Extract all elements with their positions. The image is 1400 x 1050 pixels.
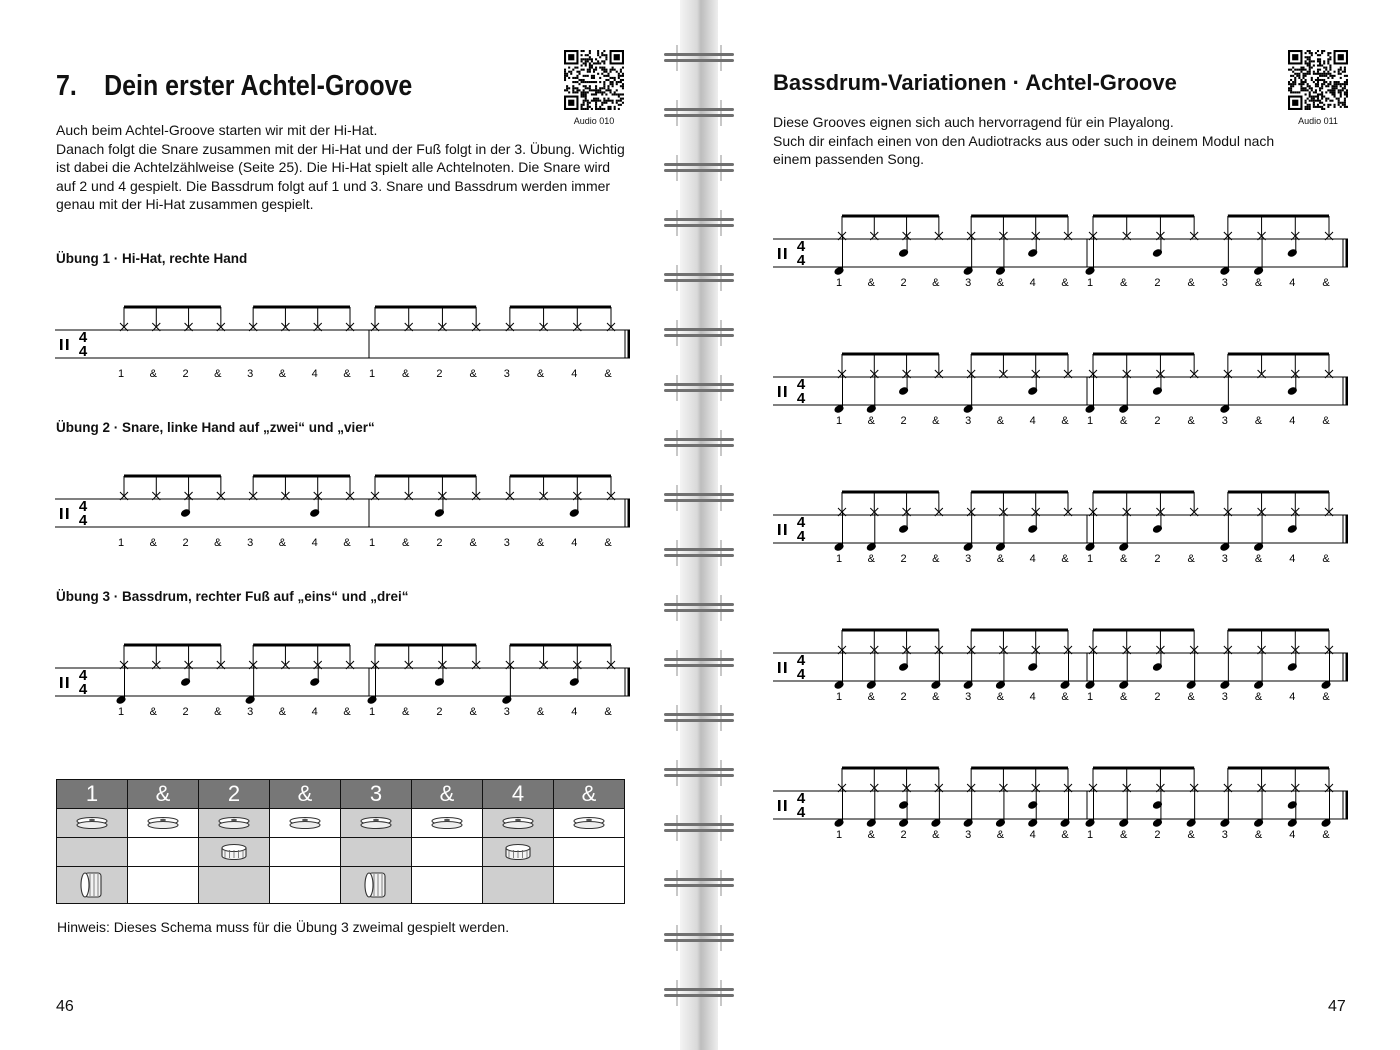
count-label: & xyxy=(1120,691,1128,703)
count-label: 4 xyxy=(1029,277,1036,289)
count-label: 2 xyxy=(182,537,189,549)
percussion-clef-icon xyxy=(784,248,787,259)
count-header-cell: 3 xyxy=(341,780,412,809)
count-cell xyxy=(128,809,199,838)
count-label: & xyxy=(278,368,287,380)
time-signature-bottom: 4 xyxy=(78,343,88,360)
count-label: 3 xyxy=(965,691,972,703)
section-title: Bassdrum-Variationen · Achtel-Groove xyxy=(773,70,1177,95)
count-label: 4 xyxy=(571,368,578,380)
count-label: 1 xyxy=(1086,277,1094,289)
qr-code-icon[interactable] xyxy=(1288,50,1348,110)
count-label: & xyxy=(149,706,157,718)
final-bar-line xyxy=(1346,515,1349,543)
count-label: & xyxy=(1322,829,1330,841)
count-label: & xyxy=(149,537,157,549)
count-label: & xyxy=(1061,277,1069,289)
count-label: 1 xyxy=(835,829,843,841)
snare-note xyxy=(180,677,192,687)
hihat-icon xyxy=(571,815,607,831)
count-label: & xyxy=(932,691,940,703)
hihat-icon xyxy=(429,815,465,831)
count-label: & xyxy=(1254,829,1263,841)
count-cell xyxy=(412,838,483,867)
hint-text: Hinweis: Dieses Schema muss für die Übung 3 zweimal gespielt werden. xyxy=(57,919,510,935)
count-cell xyxy=(483,838,554,867)
count-label: & xyxy=(469,537,477,549)
time-signature-top: 4 xyxy=(78,498,88,515)
final-bar-line xyxy=(628,330,631,358)
snare-note xyxy=(898,386,910,396)
count-label: 3 xyxy=(1221,415,1228,427)
count-table xyxy=(56,779,625,904)
count-label: 3 xyxy=(247,706,254,718)
count-label: 4 xyxy=(1289,829,1296,841)
qr-caption: Audio 010 xyxy=(573,116,615,126)
drum-staff-exercise-1 xyxy=(50,298,640,383)
count-label: & xyxy=(867,415,875,427)
count-header-cell: & xyxy=(270,780,341,809)
hihat-icon xyxy=(216,815,252,831)
snare-note xyxy=(898,248,910,258)
count-label: & xyxy=(402,368,410,380)
time-signature-top: 4 xyxy=(78,667,88,684)
count-label: & xyxy=(996,829,1005,841)
intro-line: genau mit der Hi-Hat zusammen gespielt. xyxy=(56,196,314,212)
snare-note xyxy=(1027,800,1039,810)
count-label: & xyxy=(1254,415,1263,427)
drum-staff-exercise-2 xyxy=(50,467,640,552)
count-label: 4 xyxy=(311,706,318,718)
count-label: 3 xyxy=(1221,829,1228,841)
snare-note xyxy=(1286,800,1298,810)
time-signature-bottom: 4 xyxy=(78,512,88,529)
count-label: & xyxy=(1061,829,1069,841)
snare-note xyxy=(1152,248,1164,258)
count-label: 3 xyxy=(965,829,972,841)
percussion-clef-icon xyxy=(778,248,781,259)
count-label: & xyxy=(402,706,410,718)
count-label: & xyxy=(867,829,875,841)
snare-note xyxy=(1152,386,1164,396)
count-label: 4 xyxy=(571,706,578,718)
count-label: 3 xyxy=(247,537,254,549)
snare-icon xyxy=(503,843,533,861)
final-bar-line xyxy=(1346,653,1349,681)
count-label: 4 xyxy=(311,537,318,549)
count-label: & xyxy=(932,553,940,565)
snare-note xyxy=(898,524,910,534)
count-label: 4 xyxy=(1029,415,1036,427)
count-label: 3 xyxy=(503,537,510,549)
count-cell xyxy=(270,838,341,867)
count-label: 3 xyxy=(1221,553,1228,565)
count-label: 1 xyxy=(1086,691,1094,703)
count-header-cell: 2 xyxy=(199,780,270,809)
percussion-clef-icon xyxy=(778,524,781,535)
count-label: 2 xyxy=(1154,691,1161,703)
time-signature-top: 4 xyxy=(796,238,806,255)
count-cell xyxy=(57,809,128,838)
count-cell xyxy=(554,809,625,838)
snare-note xyxy=(434,508,446,518)
percussion-clef-icon xyxy=(778,662,781,673)
intro-line: Diese Grooves eignen sich auch hervorragend für ein Playalong. xyxy=(773,114,1174,130)
count-label: & xyxy=(604,368,612,380)
percussion-clef-icon xyxy=(784,386,787,397)
hihat-icon xyxy=(145,815,181,831)
percussion-clef-icon xyxy=(66,677,69,688)
snare-note xyxy=(1152,800,1164,810)
count-label: 3 xyxy=(1221,691,1228,703)
count-header-cell: & xyxy=(412,780,483,809)
count-label: & xyxy=(1061,691,1069,703)
count-label: & xyxy=(867,277,875,289)
count-label: 4 xyxy=(311,368,318,380)
count-cell xyxy=(199,838,270,867)
count-label: & xyxy=(343,537,351,549)
left-page xyxy=(0,0,680,1050)
count-label: 2 xyxy=(900,691,907,703)
final-bar-line xyxy=(1346,239,1349,267)
count-label: & xyxy=(149,368,157,380)
final-bar-line xyxy=(628,499,631,527)
count-label: 1 xyxy=(368,706,376,718)
count-label: 2 xyxy=(436,706,443,718)
count-label: 3 xyxy=(247,368,254,380)
count-label: 2 xyxy=(900,277,907,289)
exercise-title-1: Übung 1 · Hi-Hat, rechte Hand xyxy=(56,251,248,266)
bassdrum-icon xyxy=(78,870,106,900)
right-page xyxy=(718,0,1400,1050)
count-label: 1 xyxy=(835,415,843,427)
percussion-clef-icon xyxy=(784,800,787,811)
count-label: 2 xyxy=(1154,829,1161,841)
intro-line: auf 2 und 4 gespielt. Die Bassdrum folgt auf 1 und 3. Snare und Bassdrum werden immer xyxy=(56,177,611,194)
percussion-clef-icon xyxy=(66,339,69,350)
count-label: 4 xyxy=(1289,277,1296,289)
count-label: & xyxy=(402,537,410,549)
qr-caption: Audio 011 xyxy=(1298,116,1338,126)
percussion-clef-icon xyxy=(60,677,63,688)
count-label: 1 xyxy=(117,368,125,380)
snare-icon xyxy=(219,843,249,861)
count-label: & xyxy=(1254,691,1263,703)
snare-note xyxy=(1286,524,1298,534)
intro-text xyxy=(773,113,1274,169)
count-label: & xyxy=(469,706,477,718)
count-label: & xyxy=(996,691,1005,703)
intro-text xyxy=(56,121,625,214)
count-cell xyxy=(128,838,199,867)
count-label: & xyxy=(867,691,875,703)
count-label: 4 xyxy=(571,537,578,549)
drum-staff-groove-4 xyxy=(768,621,1358,706)
page-number-right: 47 xyxy=(1328,998,1346,1015)
count-label: 2 xyxy=(1154,277,1161,289)
count-label: & xyxy=(1061,415,1069,427)
count-label: 1 xyxy=(117,537,125,549)
hihat-icon xyxy=(287,815,323,831)
count-label: 2 xyxy=(900,553,907,565)
snare-note xyxy=(1027,248,1039,258)
count-label: & xyxy=(1187,691,1195,703)
count-cell xyxy=(412,867,483,904)
count-label: 1 xyxy=(368,537,376,549)
time-signature-top: 4 xyxy=(796,652,806,669)
qr-code-icon[interactable] xyxy=(564,50,624,110)
count-row xyxy=(57,867,625,904)
count-label: 2 xyxy=(1154,415,1161,427)
time-signature-bottom: 4 xyxy=(796,528,806,545)
count-cell xyxy=(483,809,554,838)
count-label: & xyxy=(604,706,612,718)
chapter-title-text: Dein erster Achtel-Groove xyxy=(104,70,413,102)
snare-note xyxy=(309,508,321,518)
count-cell xyxy=(199,867,270,904)
count-label: & xyxy=(214,706,222,718)
count-label: 4 xyxy=(1289,553,1296,565)
drum-staff-exercise-3 xyxy=(50,636,640,721)
final-bar-line xyxy=(628,668,631,696)
snare-note xyxy=(434,677,446,687)
count-label: & xyxy=(1187,277,1195,289)
snare-note xyxy=(1286,662,1298,672)
count-label: 1 xyxy=(1086,553,1094,565)
count-label: & xyxy=(1187,829,1195,841)
count-label: 4 xyxy=(1029,691,1036,703)
count-label: 1 xyxy=(368,368,376,380)
count-cell xyxy=(554,867,625,904)
hihat-icon xyxy=(500,815,536,831)
time-signature-top: 4 xyxy=(796,514,806,531)
count-label: & xyxy=(278,537,287,549)
count-label: 3 xyxy=(965,553,972,565)
count-label: 3 xyxy=(503,368,510,380)
snare-note xyxy=(1152,524,1164,534)
snare-note xyxy=(1027,524,1039,534)
exercise-title-3: Übung 3 · Bassdrum, rechter Fuß auf „eins“ und „drei“ xyxy=(56,589,409,604)
count-cell xyxy=(554,838,625,867)
intro-line: Such dir einfach einen von den Audiotracks aus oder such in deinem Modul nach xyxy=(773,132,1275,149)
snare-note xyxy=(1286,248,1298,258)
count-label: 2 xyxy=(436,368,443,380)
snare-note xyxy=(309,677,321,687)
time-signature-top: 4 xyxy=(796,790,806,807)
count-cell xyxy=(341,867,412,904)
drum-staff-groove-3 xyxy=(768,483,1358,568)
count-header-cell: 4 xyxy=(483,780,554,809)
count-cell xyxy=(341,838,412,867)
snare-note xyxy=(180,508,192,518)
count-label: 4 xyxy=(1029,829,1036,841)
drum-staff-groove-1 xyxy=(768,207,1358,292)
count-label: 2 xyxy=(900,415,907,427)
count-label: & xyxy=(278,706,287,718)
count-row xyxy=(57,809,625,838)
count-label: 1 xyxy=(117,706,125,718)
time-signature-bottom: 4 xyxy=(796,390,806,407)
count-header-cell: 1 xyxy=(57,780,128,809)
count-label: & xyxy=(214,368,222,380)
count-label: 3 xyxy=(503,706,510,718)
count-label: & xyxy=(1187,415,1195,427)
hihat-icon xyxy=(358,815,394,831)
count-label: & xyxy=(996,277,1005,289)
count-label: & xyxy=(996,553,1005,565)
count-label: 4 xyxy=(1029,553,1036,565)
count-label: 1 xyxy=(835,691,843,703)
count-label: & xyxy=(932,829,940,841)
percussion-clef-icon xyxy=(60,339,63,350)
count-cell xyxy=(270,867,341,904)
snare-note xyxy=(568,677,580,687)
drum-staff-groove-2 xyxy=(768,345,1358,430)
count-label: & xyxy=(1120,277,1128,289)
count-label: 2 xyxy=(1154,553,1161,565)
count-label: & xyxy=(469,368,477,380)
count-cell xyxy=(57,867,128,904)
percussion-clef-icon xyxy=(778,386,781,397)
count-label: & xyxy=(1187,553,1195,565)
intro-line: Danach folgt die Snare zusammen mit der Hi-Hat und der Fuß folgt in der 3. Übung. Wichtig xyxy=(56,140,625,157)
exercise-title-2: Übung 2 · Snare, linke Hand auf „zwei“ und „vier“ xyxy=(56,420,375,435)
count-header-cell: & xyxy=(554,780,625,809)
intro-line: Auch beim Achtel-Groove starten wir mit der Hi-Hat. xyxy=(56,122,378,138)
count-label: & xyxy=(1322,277,1330,289)
count-label: 2 xyxy=(182,706,189,718)
count-label: & xyxy=(1120,553,1128,565)
snare-note xyxy=(568,508,580,518)
count-label: 1 xyxy=(1086,415,1094,427)
time-signature-bottom: 4 xyxy=(796,804,806,821)
snare-note xyxy=(1027,386,1039,396)
count-label: & xyxy=(1322,691,1330,703)
count-label: & xyxy=(1061,553,1069,565)
hihat-icon xyxy=(74,815,110,831)
page-number-left: 46 xyxy=(56,998,74,1015)
count-label: 2 xyxy=(436,537,443,549)
count-label: & xyxy=(604,537,612,549)
count-cell xyxy=(270,809,341,838)
snare-note xyxy=(1286,386,1298,396)
final-bar-line xyxy=(1346,791,1349,819)
count-label: & xyxy=(1254,277,1263,289)
chapter-title xyxy=(56,70,412,103)
count-label: & xyxy=(996,415,1005,427)
count-cell xyxy=(57,838,128,867)
count-cell xyxy=(199,809,270,838)
count-cell xyxy=(483,867,554,904)
time-signature-bottom: 4 xyxy=(78,681,88,698)
count-label: & xyxy=(536,537,545,549)
time-signature-top: 4 xyxy=(796,376,806,393)
snare-note xyxy=(1027,662,1039,672)
count-header-cell: & xyxy=(128,780,199,809)
count-label: & xyxy=(932,277,940,289)
intro-line: ist dabei die Achtelzählweise (Seite 25). Die Hi-Hat spielt alle Achtelnoten. Die Snare wird xyxy=(56,159,611,175)
percussion-clef-icon xyxy=(60,508,63,519)
count-label: 4 xyxy=(1289,691,1296,703)
snare-note xyxy=(1152,662,1164,672)
count-label: 4 xyxy=(1289,415,1296,427)
count-label: & xyxy=(536,706,545,718)
count-header-row xyxy=(57,780,625,809)
count-row xyxy=(57,838,625,867)
count-label: 1 xyxy=(1086,829,1094,841)
bassdrum-icon xyxy=(362,870,390,900)
final-bar-line xyxy=(1346,377,1349,405)
count-label: 1 xyxy=(835,553,843,565)
time-signature-top: 4 xyxy=(78,329,88,346)
count-label: & xyxy=(1322,415,1330,427)
count-label: & xyxy=(1254,553,1263,565)
count-cell xyxy=(341,809,412,838)
count-label: 3 xyxy=(1221,277,1228,289)
count-label: & xyxy=(214,537,222,549)
count-label: & xyxy=(1120,415,1128,427)
count-label: & xyxy=(536,368,545,380)
chapter-number: 7. xyxy=(56,70,77,102)
count-label: & xyxy=(1322,553,1330,565)
count-label: 2 xyxy=(182,368,189,380)
intro-line: einem passenden Song. xyxy=(773,151,924,167)
snare-note xyxy=(898,662,910,672)
count-label: & xyxy=(343,706,351,718)
count-label: & xyxy=(343,368,351,380)
count-label: 3 xyxy=(965,415,972,427)
snare-note xyxy=(898,800,910,810)
count-label: & xyxy=(867,553,875,565)
time-signature-bottom: 4 xyxy=(796,666,806,683)
count-label: 3 xyxy=(965,277,972,289)
time-signature-bottom: 4 xyxy=(796,252,806,269)
drum-staff-groove-5 xyxy=(768,759,1358,844)
count-label: & xyxy=(1120,829,1128,841)
count-cell xyxy=(412,809,483,838)
count-label: 1 xyxy=(835,277,843,289)
count-cell xyxy=(128,867,199,904)
count-label: 2 xyxy=(900,829,907,841)
percussion-clef-icon xyxy=(784,662,787,673)
percussion-clef-icon xyxy=(66,508,69,519)
percussion-clef-icon xyxy=(784,524,787,535)
percussion-clef-icon xyxy=(778,800,781,811)
count-label: & xyxy=(932,415,940,427)
